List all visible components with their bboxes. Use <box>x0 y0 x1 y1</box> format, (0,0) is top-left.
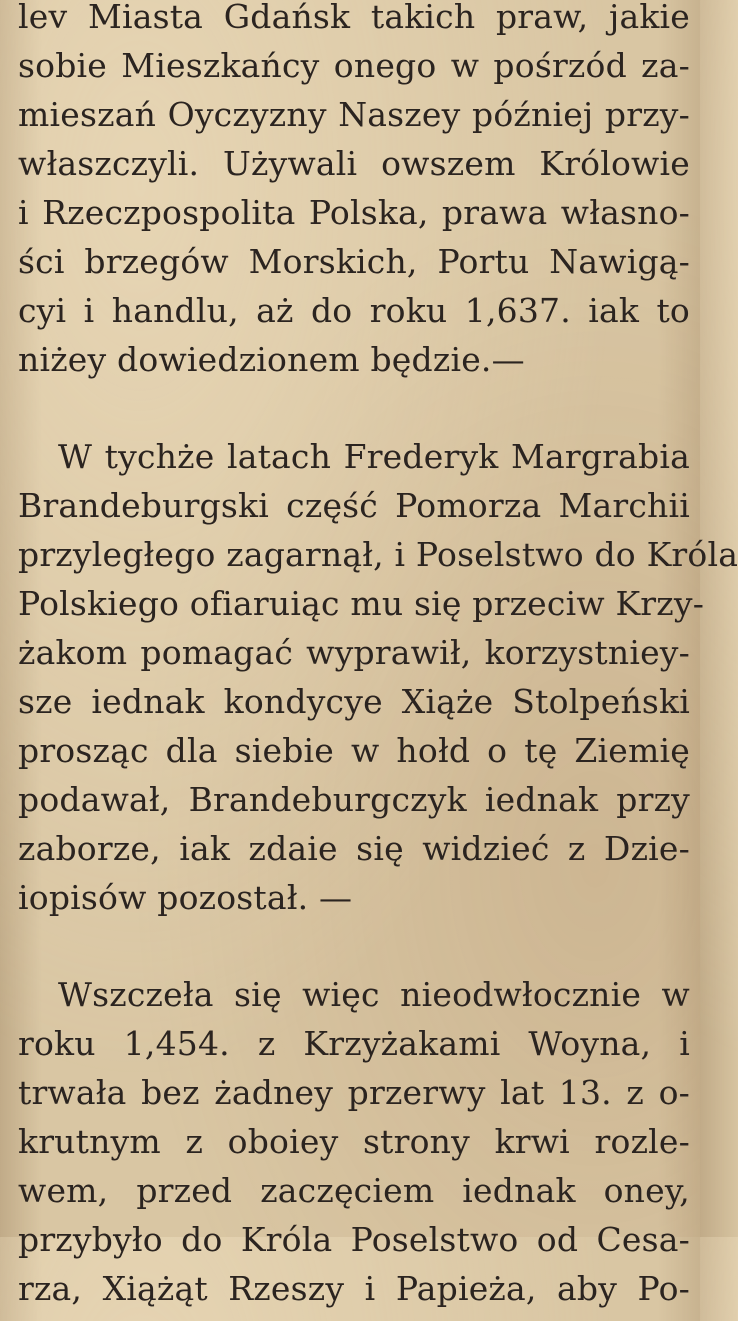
text-line: rza, Xiążąt Rzeszy i Papieża, aby Po- <box>18 1269 690 1308</box>
paragraph-3 <box>18 970 690 1313</box>
text-line: mieszań Oyczyzny Naszey później przy- <box>18 95 690 134</box>
text-line: cyi i handlu, aż do roku 1,637. iak to <box>18 291 690 330</box>
text-line: Wszczeła się więc nieodwłocznie w <box>58 975 690 1014</box>
paragraph-2 <box>18 432 738 922</box>
text-line: i Rzeczpospolita Polska, prawa własno- <box>18 193 690 232</box>
text-line: przyległego zagarnął, i Poselstwo do Króla <box>18 535 738 574</box>
text-line: wem, przed zaczęciem iednak oney, <box>18 1171 690 1210</box>
text-line: roku 1,454. z Krzyżakami Woyna, i <box>18 1024 690 1063</box>
text-line: krutnym z oboiey strony krwi rozle- <box>18 1122 690 1161</box>
text-line: ści brzegów Morskich, Portu Nawigą- <box>18 242 690 281</box>
paragraph-spacer <box>18 384 690 432</box>
text-line: żakom pomagać wyprawił, korzystniey- <box>18 633 690 672</box>
text-line: niżey dowiedzionem będzie.— <box>18 340 525 379</box>
text-line: Brandeburgski część Pomorza Marchii <box>18 486 690 525</box>
text-line: prosząc dla siebie w hołd o tę Ziemię <box>18 731 690 770</box>
text-line: Polskiego ofiaruiąc mu się przeciw Krzy- <box>18 584 705 623</box>
text-line: sobie Mieszkańcy onego w pośrzód za- <box>18 46 690 85</box>
paragraph-1 <box>18 0 690 384</box>
text-line: sze iednak kondycye Xiąże Stolpeński <box>18 682 690 721</box>
text-line: podawał, Brandeburgczyk iednak przy <box>18 780 690 819</box>
text-line: trwała bez żadney przerwy lat 13. z o- <box>18 1073 690 1112</box>
text-line: zaborze, iak zdaie się widzieć z Dzie- <box>18 829 690 868</box>
text-line: W tychże latach Frederyk Margrabia <box>58 437 690 476</box>
text-line: przybyło do Króla Poselstwo od Cesa- <box>18 1220 690 1259</box>
text-line: iopisów pozostał. — <box>18 878 353 917</box>
text-line: lev Miasta Gdańsk takich praw, jakie <box>18 0 690 36</box>
text-line: właszczyli. Używali owszem Królowie <box>18 144 690 183</box>
paragraph-spacer <box>18 922 690 970</box>
